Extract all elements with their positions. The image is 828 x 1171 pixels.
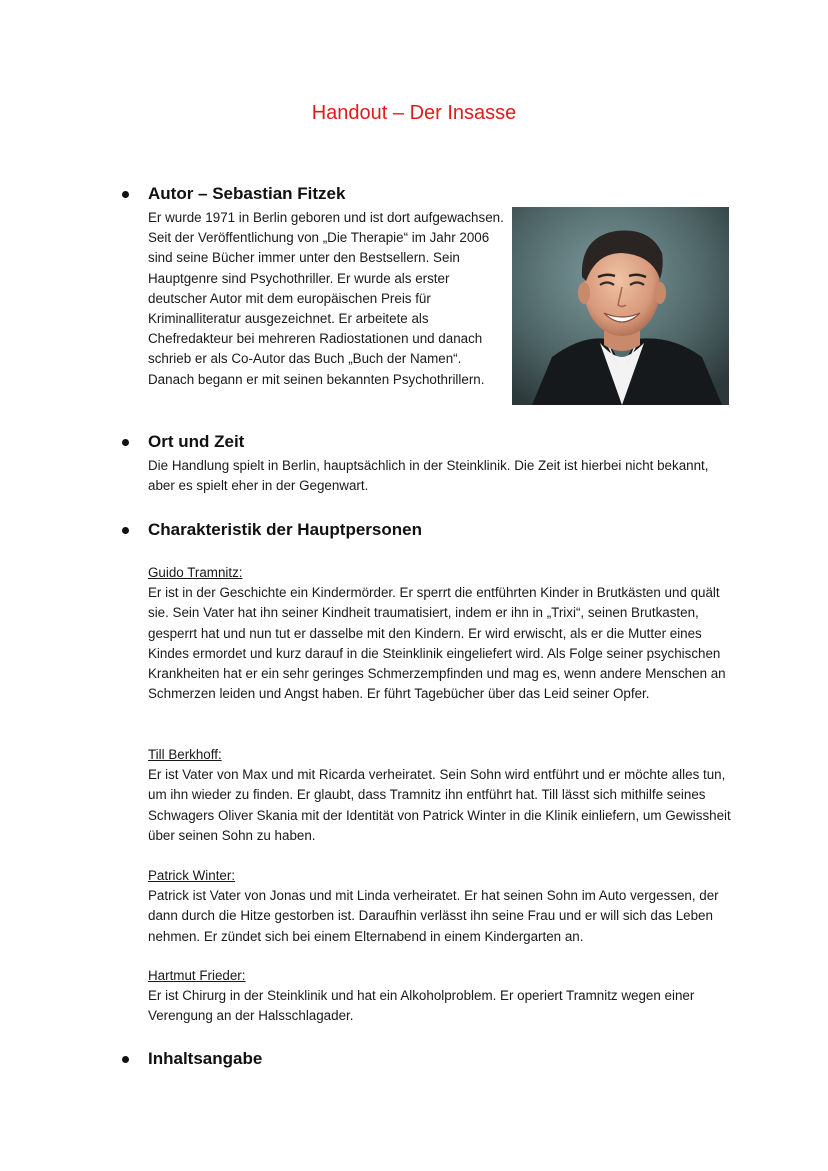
bullet-icon <box>122 191 129 198</box>
setting-paragraph: Die Handlung spielt in Berlin, hauptsächlich in der Steinklinik. Die Zeit ist hierbei nicht bekannt, aber es spielt eher in der Gegenwart. <box>148 458 709 494</box>
character-name: Patrick Winter: <box>148 868 236 883</box>
section-heading-setting-label: Ort und Zeit <box>148 432 245 451</box>
bullet-icon <box>122 527 129 534</box>
author-portrait-icon <box>512 207 729 405</box>
section-heading-summary-label: Inhaltsangabe <box>148 1049 263 1068</box>
character-description: Patrick ist Vater von Jonas und mit Linda verheiratet. Er hat seinen Sohn im Auto vergessen, der dann durch die Hitze gestorben ist. Daraufhin verlässt ihn seine Frau und er will sich das Leben nehmen. Er zündet sich bei einem Elternabend in einem Kindergarten an. <box>148 888 719 944</box>
author-paragraph: Er wurde 1971 in Berlin geboren und ist dort aufgewachsen. Seit der Veröffentlichung von „Die Therapie“ im Jahr 2006 sind seine Bücher immer unter den Bestsellern. Sein Hauptgenre sind Psychothriller. Er wurde als erster deutscher Autor mit dem europäischen Preis für Kriminalliteratur ausgezeichnet. Er arbeitete als Chefredakteur bei mehreren Radiostationen und danach schrieb er als Co-Autor das Buch „Buch der Namen“. Danach begann er mit seinen bekannten Psychothrillern. <box>148 210 504 387</box>
character-name: Guido Tramnitz: <box>148 565 243 580</box>
character-description: Er ist Vater von Max und mit Ricarda verheiratet. Sein Sohn wird entführt und er möchte alles tun, um ihn wieder zu finden. Er glaubt, dass Tramnitz ihn entführt hat. Till lässt sich mithilfe seines Schwagers Oliver Skania mit der Identität von Patrick Winter in die Klinik einliefern, um Gewissheit über seinen Sohn zu haben. <box>148 767 731 843</box>
section-summary <box>120 1048 740 1070</box>
section-heading-characters <box>120 519 740 541</box>
section-heading-author-label: Autor – Sebastian Fitzek <box>148 184 346 203</box>
section-heading-author <box>120 183 740 205</box>
bullet-icon <box>122 439 129 446</box>
character-description: Er ist Chirurg in der Steinklinik und hat ein Alkoholproblem. Er operiert Tramnitz wegen einer Verengung an der Halsschlagader. <box>148 988 695 1024</box>
author-photo <box>512 207 729 405</box>
character-patrick <box>148 866 738 947</box>
section-setting <box>120 431 740 453</box>
page-title: Handout – Der Insasse <box>311 102 517 124</box>
section-heading-summary <box>120 1048 740 1070</box>
section-characters <box>120 519 740 541</box>
bullet-icon <box>122 1056 129 1063</box>
character-till <box>148 745 738 846</box>
character-description: Er ist in der Geschichte ein Kindermörder. Er sperrt die entführten Kinder in Brutkästen und quält sie. Sein Vater hat ihn seiner Kindheit traumatisiert, indem er ihn in „Trixi“, seinen Brutkasten, gesperrt hat und nun tut er dasselbe mit den Kindern. Er wird erwischt, als er die Mutter eines Kindes ermordet und kurz darauf in die Steinklinik eingeliefert wird. Als Folge seiner psychischen Krankheiten hat er ein sehr geringes Schmerzempfinden und mag es, wenn andere Menschen an Schmerzen leiden und Angst haben. Er führt Tagebücher über das Leid seiner Opfer. <box>148 585 726 702</box>
character-hartmut <box>148 966 738 1027</box>
section-author <box>120 183 740 205</box>
section-heading-setting <box>120 431 740 453</box>
character-name: Till Berkhoff: <box>148 747 222 762</box>
character-name: Hartmut Frieder: <box>148 968 246 983</box>
character-guido <box>148 563 738 704</box>
section-heading-characters-label: Charakteristik der Hauptpersonen <box>148 520 422 539</box>
